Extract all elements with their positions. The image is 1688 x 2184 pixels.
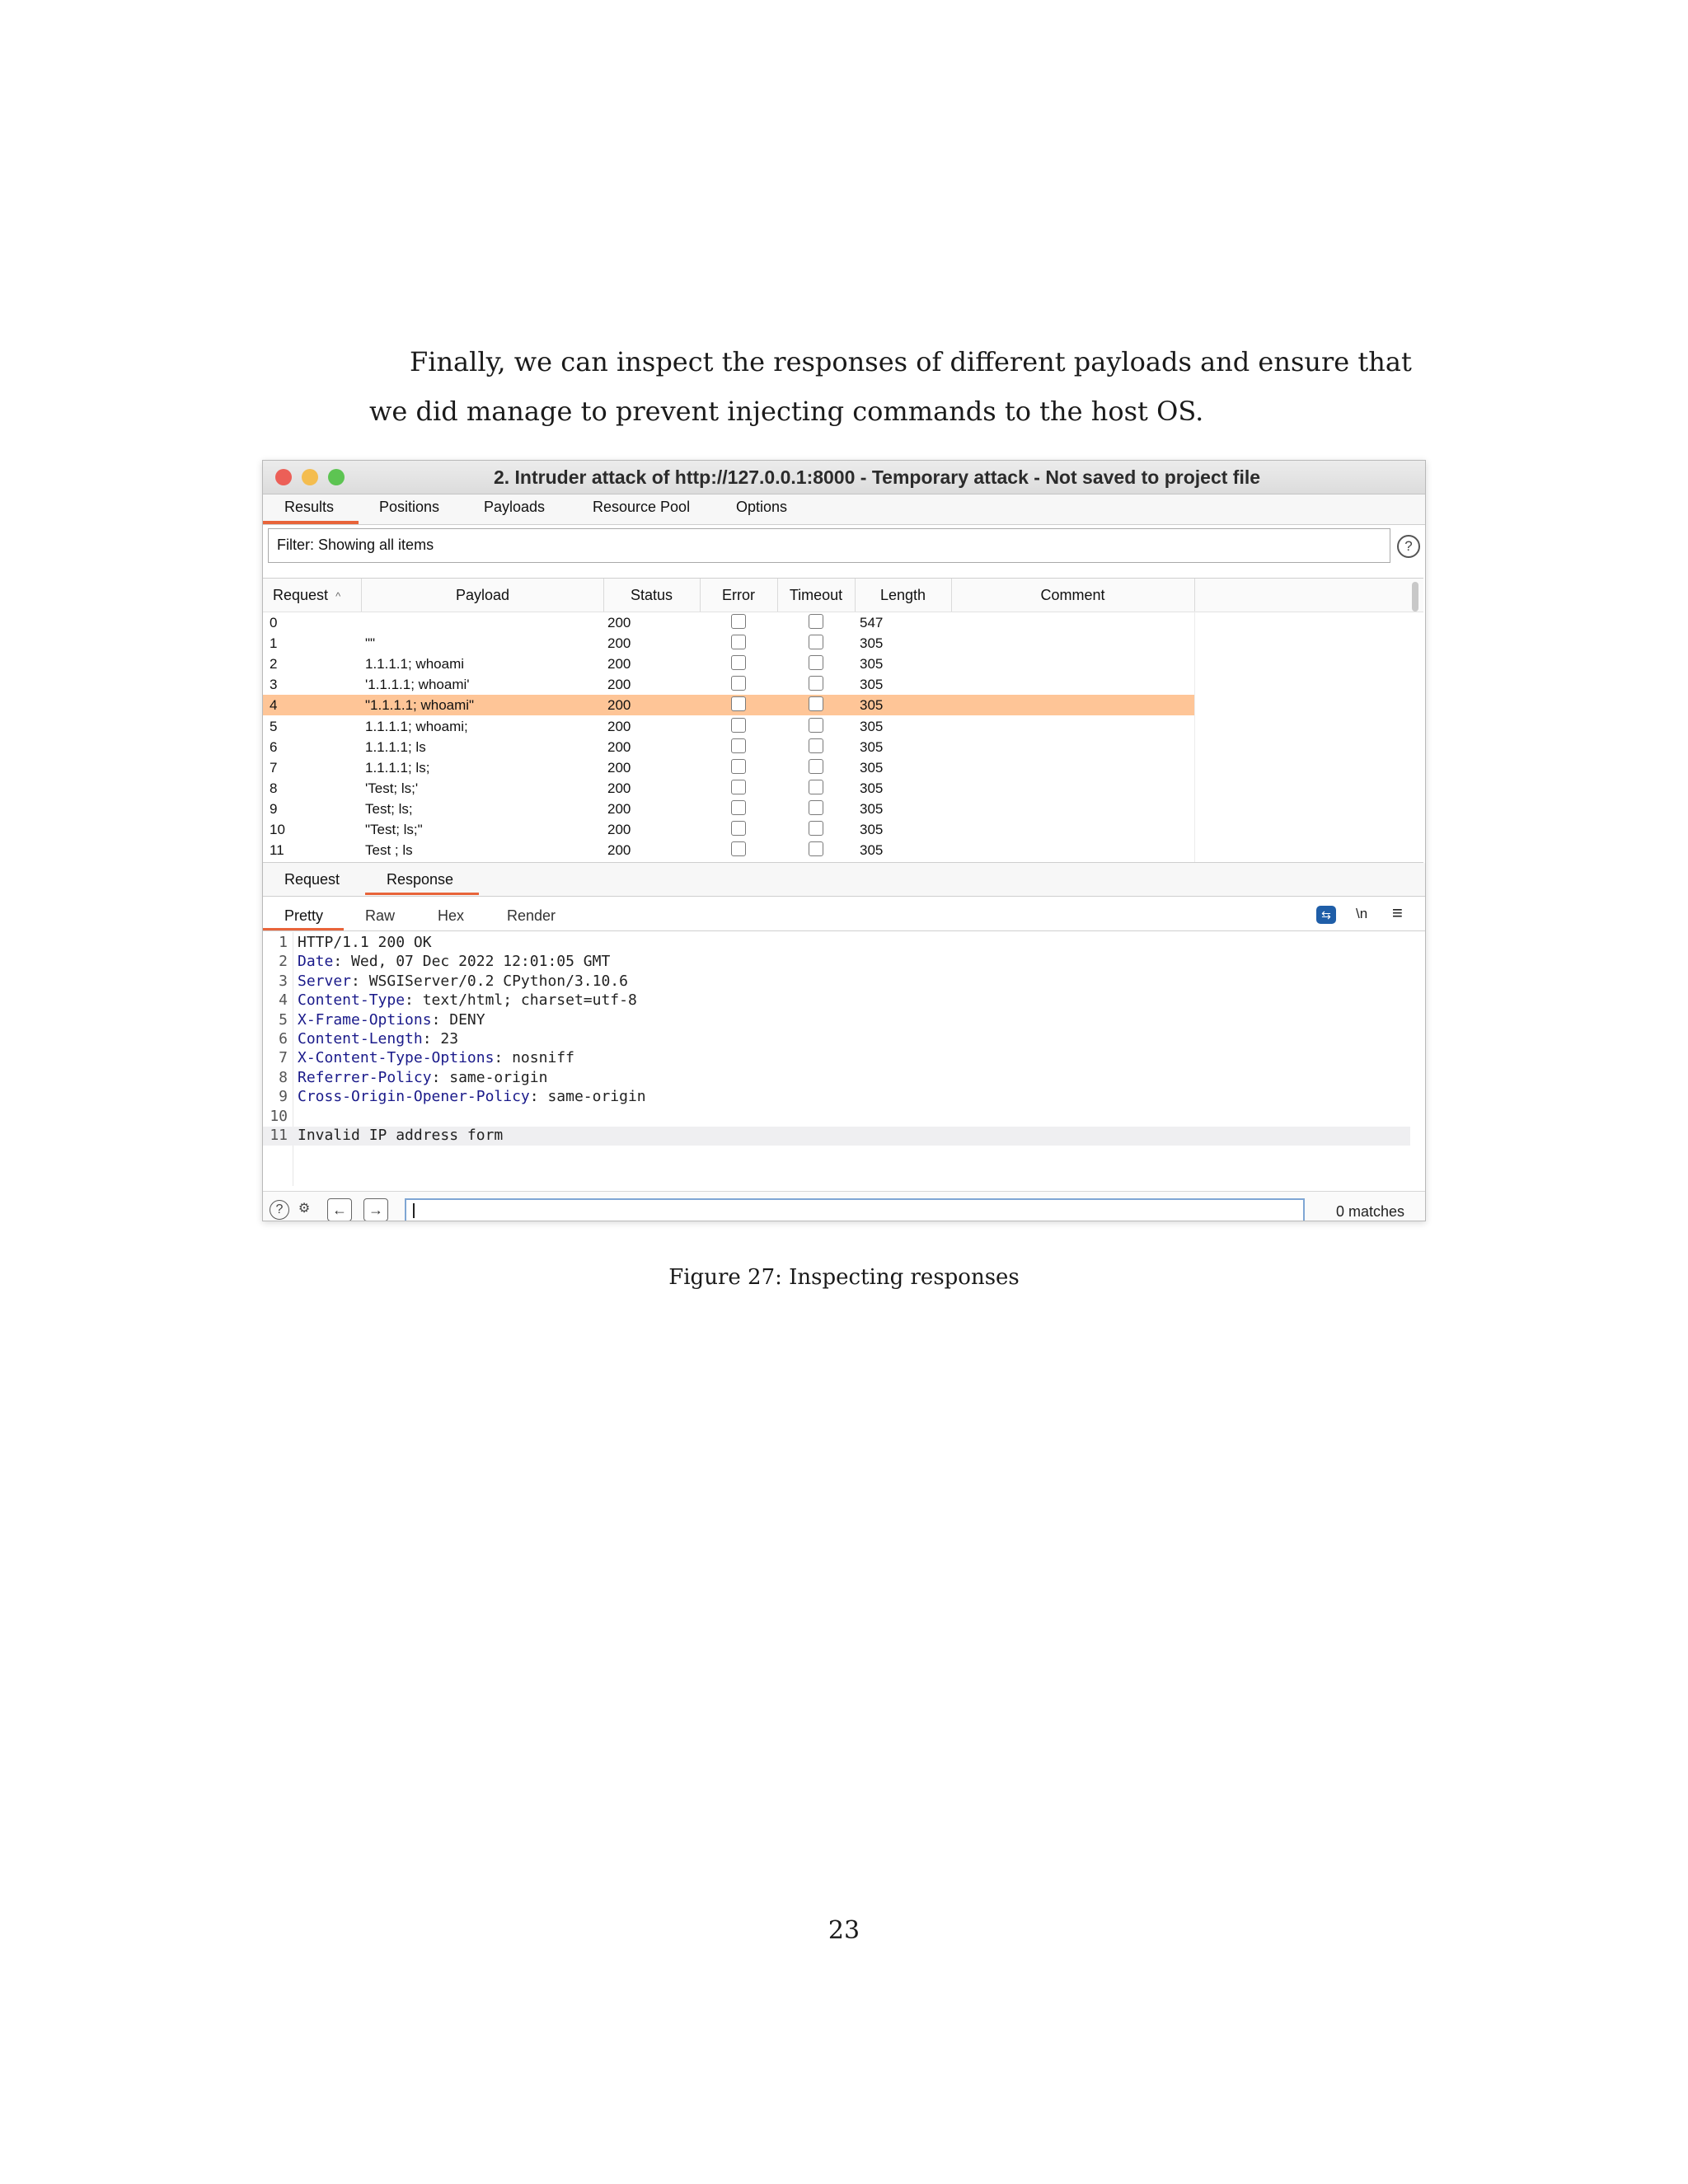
cell-request: 5 xyxy=(270,718,278,734)
header-value: : DENY xyxy=(431,1010,485,1029)
response-line xyxy=(263,1010,485,1030)
text-caret xyxy=(413,1203,415,1218)
table-row[interactable] xyxy=(263,612,1194,633)
title-bar xyxy=(263,461,1425,494)
page-number: 23 xyxy=(828,1916,860,1945)
cell-status: 200 xyxy=(607,615,631,630)
previous-match-button[interactable]: ← xyxy=(327,1198,352,1221)
column-header-request-label: Request xyxy=(273,587,329,603)
cell-payload: "" xyxy=(365,635,376,652)
response-line xyxy=(263,1068,548,1088)
column-header-timeout[interactable]: Timeout xyxy=(777,579,856,612)
cell-request: 0 xyxy=(270,615,278,630)
timeout-checkbox[interactable] xyxy=(809,759,823,774)
view-tabs xyxy=(263,898,1425,931)
figure-caption: Figure 27: Inspecting responses xyxy=(668,1265,1020,1290)
error-checkbox[interactable] xyxy=(731,759,746,774)
cell-request: 9 xyxy=(270,800,278,817)
header-name: Server xyxy=(298,972,352,990)
line-number: 8 xyxy=(279,1068,288,1086)
cell-request: 8 xyxy=(270,780,278,796)
error-checkbox[interactable] xyxy=(731,821,746,836)
table-row[interactable] xyxy=(263,633,1194,654)
cell-length: 305 xyxy=(860,718,884,734)
line-number: 2 xyxy=(279,953,288,971)
tab-positions[interactable]: Positions xyxy=(379,499,440,515)
header-name: Cross-Origin-Opener-Policy xyxy=(298,1088,530,1106)
cell-payload: 1.1.1.1; whoami; xyxy=(365,718,468,734)
table-row[interactable] xyxy=(263,654,1194,674)
active-view-tab-indicator xyxy=(263,928,344,930)
cell-status: 200 xyxy=(607,677,631,693)
cell-payload: 1.1.1.1; ls xyxy=(365,738,426,755)
response-line xyxy=(263,1049,574,1068)
tab-payloads[interactable]: Payloads xyxy=(484,499,546,515)
timeout-checkbox[interactable] xyxy=(809,841,823,856)
line-number: 5 xyxy=(279,1010,288,1029)
help-icon[interactable]: ? xyxy=(1397,535,1420,558)
message-tabs xyxy=(263,863,1425,897)
cell-status: 200 xyxy=(607,738,631,755)
active-tab-indicator xyxy=(263,521,359,524)
error-checkbox[interactable] xyxy=(731,800,746,815)
column-header-length[interactable]: Length xyxy=(855,579,952,612)
cell-request: 2 xyxy=(270,656,278,673)
cell-payload: '1.1.1.1; whoami' xyxy=(365,677,470,693)
cell-status: 200 xyxy=(607,842,631,859)
error-checkbox[interactable] xyxy=(731,635,746,649)
search-bar xyxy=(263,1191,1425,1221)
error-checkbox[interactable] xyxy=(731,780,746,794)
sort-ascending-icon: ^ xyxy=(335,590,341,602)
header-name: X-Frame-Options xyxy=(298,1010,432,1029)
line-number: 3 xyxy=(279,972,288,990)
column-header-comment[interactable]: Comment xyxy=(951,579,1195,612)
tab-pretty[interactable]: Pretty xyxy=(284,907,324,924)
table-row[interactable] xyxy=(263,778,1194,799)
error-checkbox[interactable] xyxy=(731,655,746,670)
timeout-checkbox[interactable] xyxy=(809,800,823,815)
cell-status: 200 xyxy=(607,697,631,714)
line-number: 10 xyxy=(270,1107,288,1125)
active-message-tab-indicator xyxy=(365,893,479,895)
table-row[interactable] xyxy=(263,716,1194,737)
header-name: Date xyxy=(298,953,334,971)
minimize-window-button[interactable] xyxy=(302,469,318,485)
cell-payload: Test; ls; xyxy=(365,800,413,817)
response-editor[interactable] xyxy=(263,932,1423,1186)
line-number: 11 xyxy=(270,1127,288,1144)
tab-resource-pool[interactable]: Resource Pool xyxy=(593,499,691,515)
tab-response[interactable]: Response xyxy=(387,871,454,888)
intruder-window xyxy=(262,460,1426,1221)
menu-icon[interactable]: ≡ xyxy=(1392,902,1403,923)
header-value: : Wed, 07 Dec 2022 12:01:05 GMT xyxy=(333,953,611,971)
cell-status: 200 xyxy=(607,656,631,673)
table-row[interactable] xyxy=(263,757,1194,778)
error-checkbox[interactable] xyxy=(731,676,746,691)
cell-length: 305 xyxy=(860,677,884,693)
cell-length: 305 xyxy=(860,822,884,837)
cell-status: 200 xyxy=(607,822,631,837)
header-value: : text/html; charset=utf-8 xyxy=(405,991,637,1010)
cell-request: 10 xyxy=(270,822,285,837)
column-header-request[interactable] xyxy=(263,579,362,612)
table-row[interactable] xyxy=(263,737,1194,757)
response-line xyxy=(263,972,628,991)
error-checkbox[interactable] xyxy=(731,738,746,753)
response-line xyxy=(263,1108,288,1127)
search-input[interactable] xyxy=(405,1198,1305,1221)
cell-payload: "Test; ls;" xyxy=(365,822,423,837)
header-name: X-Content-Type-Options xyxy=(298,1049,495,1067)
word-wrap-icon[interactable]: ⇆ xyxy=(1316,906,1336,924)
response-line xyxy=(263,953,611,972)
table-row[interactable] xyxy=(263,695,1194,715)
results-table xyxy=(263,578,1423,863)
timeout-checkbox[interactable] xyxy=(809,821,823,836)
cell-request: 11 xyxy=(270,842,284,859)
tab-raw[interactable]: Raw xyxy=(365,907,396,924)
error-checkbox[interactable] xyxy=(731,696,746,711)
settings-gear-icon[interactable]: ⚙ xyxy=(298,1202,311,1216)
tab-render[interactable]: Render xyxy=(507,907,556,924)
timeout-checkbox[interactable] xyxy=(809,655,823,670)
cell-status: 200 xyxy=(607,800,631,817)
newline-toggle[interactable]: \n xyxy=(1356,906,1368,921)
main-tabs xyxy=(263,494,1425,525)
column-divider xyxy=(1194,612,1195,862)
header-value: : same-origin xyxy=(529,1088,646,1106)
cell-status: 200 xyxy=(607,780,631,796)
header-value: Invalid IP address form xyxy=(298,1127,504,1144)
cell-payload: "1.1.1.1; whoami" xyxy=(365,697,475,714)
header-name: Content-Length xyxy=(298,1030,423,1047)
header-value: : WSGIServer/0.2 CPython/3.10.6 xyxy=(351,972,628,990)
table-header xyxy=(263,579,1423,612)
header-value: : same-origin xyxy=(431,1068,548,1086)
cell-payload: 'Test; ls;' xyxy=(365,780,419,796)
cell-length: 305 xyxy=(860,780,884,796)
cell-length: 305 xyxy=(860,635,884,652)
paragraph-line-2: we did manage to prevent injecting commands to the host OS. xyxy=(369,396,1204,427)
error-checkbox[interactable] xyxy=(731,718,746,733)
cell-status: 200 xyxy=(607,635,631,652)
timeout-checkbox[interactable] xyxy=(809,614,823,629)
cell-payload: Test ; ls xyxy=(365,842,413,859)
line-number: 9 xyxy=(279,1088,288,1106)
cell-length: 305 xyxy=(860,697,884,714)
timeout-checkbox[interactable] xyxy=(809,718,823,733)
table-row[interactable] xyxy=(263,840,1194,860)
filter-bar[interactable] xyxy=(268,528,1390,563)
timeout-checkbox[interactable] xyxy=(809,696,823,711)
cell-length: 305 xyxy=(860,800,884,817)
paragraph-line-1: Finally, we can inspect the responses of different payloads and ensure that xyxy=(410,346,1412,377)
timeout-checkbox[interactable] xyxy=(809,780,823,794)
help-icon[interactable]: ? xyxy=(270,1200,289,1220)
line-number: 6 xyxy=(279,1030,288,1047)
cell-request: 1 xyxy=(270,635,278,652)
table-row[interactable] xyxy=(263,799,1194,819)
table-row[interactable] xyxy=(263,674,1194,695)
tab-results[interactable]: Results xyxy=(284,499,335,515)
timeout-checkbox[interactable] xyxy=(809,635,823,649)
timeout-checkbox[interactable] xyxy=(809,738,823,753)
cell-length: 305 xyxy=(860,738,884,755)
table-row[interactable] xyxy=(263,819,1194,840)
next-match-button[interactable]: → xyxy=(363,1198,388,1221)
cell-status: 200 xyxy=(607,718,631,734)
timeout-checkbox[interactable] xyxy=(809,676,823,691)
line-number: 4 xyxy=(279,991,288,1010)
response-line xyxy=(263,991,637,1010)
cell-request: 7 xyxy=(270,759,278,776)
column-header-status[interactable]: Status xyxy=(603,579,701,612)
cell-request: 3 xyxy=(270,677,278,693)
line-number: 1 xyxy=(279,934,288,951)
header-value: : nosniff xyxy=(494,1049,574,1067)
column-header-payload[interactable]: Payload xyxy=(362,579,604,612)
filter-label: Filter: Showing all items xyxy=(277,537,434,553)
error-checkbox[interactable] xyxy=(731,614,746,629)
match-count: 0 matches xyxy=(1336,1203,1405,1220)
header-value: : 23 xyxy=(422,1030,459,1047)
response-line xyxy=(263,1088,646,1107)
response-line xyxy=(263,934,432,953)
maximize-window-button[interactable] xyxy=(328,469,345,485)
column-header-error[interactable]: Error xyxy=(700,579,778,612)
cell-request: 4 xyxy=(270,697,278,714)
header-value: HTTP/1.1 200 OK xyxy=(298,934,432,951)
cell-length: 305 xyxy=(860,759,884,776)
header-name: Content-Type xyxy=(298,991,406,1010)
cell-length: 305 xyxy=(860,656,884,673)
response-line xyxy=(263,1127,1410,1146)
response-line xyxy=(263,1030,459,1049)
cell-length: 305 xyxy=(860,842,884,859)
cell-payload: 1.1.1.1; whoami xyxy=(365,656,465,673)
cell-payload: 1.1.1.1; ls; xyxy=(365,759,430,776)
tab-options[interactable]: Options xyxy=(736,499,788,515)
line-number: 7 xyxy=(279,1049,288,1067)
error-checkbox[interactable] xyxy=(731,841,746,856)
cell-status: 200 xyxy=(607,759,631,776)
table-scrollbar[interactable] xyxy=(1412,582,1418,612)
cell-request: 6 xyxy=(270,738,278,755)
header-name: Referrer-Policy xyxy=(298,1068,432,1086)
window-title: 2. Intruder attack of http://127.0.0.1:8000 - Temporary attack - Not saved to project file xyxy=(493,466,1261,488)
close-window-button[interactable] xyxy=(275,469,292,485)
tab-request[interactable]: Request xyxy=(284,871,340,888)
cell-length: 547 xyxy=(860,615,884,630)
tab-hex[interactable]: Hex xyxy=(438,907,465,924)
